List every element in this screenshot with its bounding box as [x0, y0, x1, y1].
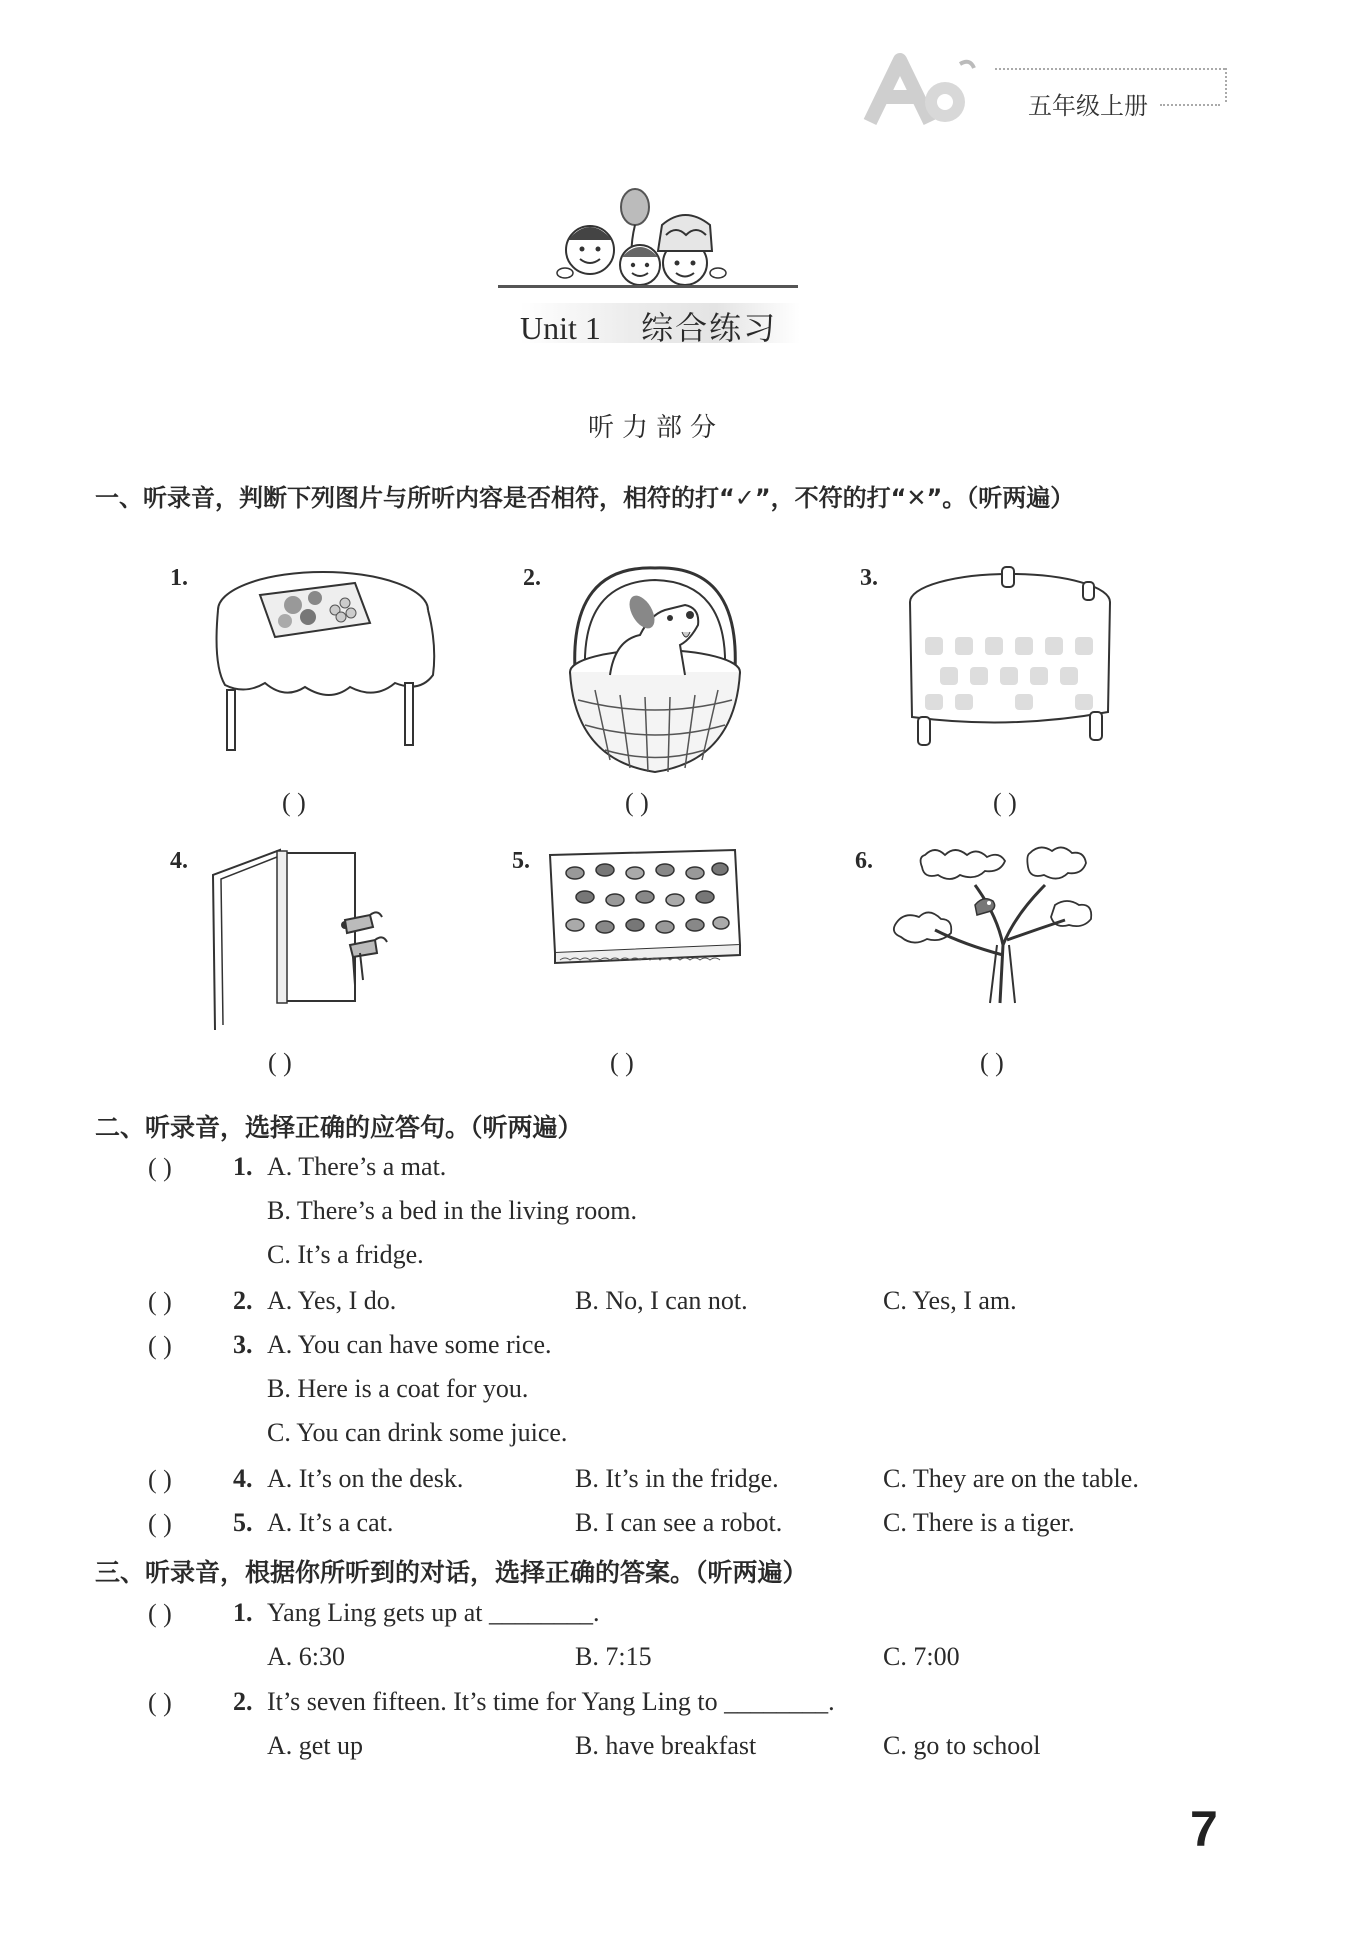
header-dashed-right	[1225, 68, 1227, 102]
item-6-number: 6.	[855, 848, 873, 874]
s3-q1-option-a: A. 6:30	[267, 1642, 345, 1671]
answer-paren-2[interactable]: ( )	[625, 788, 649, 817]
item-1-number: 1.	[170, 565, 188, 591]
header-dashed-line	[995, 68, 1225, 70]
unit-label: Unit 1	[520, 310, 601, 346]
s3-q2-option-a: A. get up	[267, 1731, 364, 1760]
puppy-in-basket-icon	[550, 560, 760, 785]
item-4-number: 4.	[170, 848, 188, 874]
s2-q3-option-b: B. Here is a coat for you.	[267, 1374, 529, 1403]
s2-q1-number: 1.	[233, 1152, 253, 1181]
s2-q5-option-b: B. I can see a robot.	[575, 1508, 783, 1537]
s3-q1-number: 1.	[233, 1598, 253, 1627]
s3-q2-option-c: C. go to school	[883, 1731, 1041, 1760]
title-underline	[498, 285, 798, 288]
answer-paren-6[interactable]: ( )	[980, 1048, 1004, 1077]
s2-q5-option-c: C. There is a tiger.	[883, 1508, 1075, 1537]
s2-q1-paren[interactable]: ( )	[148, 1153, 172, 1182]
s2-q1-option-c: C. It’s a fridge.	[267, 1240, 424, 1269]
s2-q4-paren[interactable]: ( )	[148, 1465, 172, 1494]
unit-name: 综合练习	[641, 309, 778, 347]
item-3-number: 3.	[860, 565, 878, 591]
answer-paren-1[interactable]: ( )	[282, 788, 306, 817]
s2-q2-option-b: B. No, I can not.	[575, 1286, 748, 1315]
ab-logo-icon	[860, 52, 990, 132]
item-5-number: 5.	[512, 848, 530, 874]
bird-in-tree-icon	[885, 845, 1125, 1005]
s2-q2-option-c: C. Yes, I am.	[883, 1286, 1017, 1315]
s2-q2-option-a: A. Yes, I do.	[267, 1286, 397, 1315]
title-block	[480, 185, 810, 355]
header	[860, 52, 1240, 132]
s2-q4-option-a: A. It’s on the desk.	[267, 1464, 464, 1493]
s2-q5-paren[interactable]: ( )	[148, 1509, 172, 1538]
page-title	[520, 303, 777, 349]
s2-q4-number: 4.	[233, 1464, 253, 1493]
s2-q3-number: 3.	[233, 1330, 253, 1359]
s2-q3-option-a: A. You can have some rice.	[267, 1330, 552, 1359]
section2-instruction: 二、听录音，选择正确的应答句。（听两遍）	[95, 1113, 583, 1142]
s3-q2-number: 2.	[233, 1687, 253, 1716]
answer-paren-3[interactable]: ( )	[993, 788, 1017, 817]
s2-q4-option-c: C. They are on the table.	[883, 1464, 1139, 1493]
item-2-number: 2.	[523, 565, 541, 591]
s2-q3-paren[interactable]: ( )	[148, 1331, 172, 1360]
table-with-cloth-icon	[890, 562, 1130, 752]
s3-q2-option-b: B. have breakfast	[575, 1731, 757, 1760]
door-with-umbrellas-icon	[205, 845, 415, 1035]
s2-q4-option-b: B. It’s in the fridge.	[575, 1464, 779, 1493]
s3-q1-option-b: B. 7:15	[575, 1642, 652, 1671]
section1-instruction: 一、听录音，判断下列图片与所听内容是否相符，相符的打“✓”，不符的打“✕”。（听两遍）	[95, 484, 1075, 512]
s2-q2-number: 2.	[233, 1286, 253, 1315]
s2-q1-option-b: B. There’s a bed in the living room.	[267, 1196, 637, 1225]
s2-q5-option-a: A. It’s a cat.	[267, 1508, 394, 1537]
s2-q2-paren[interactable]: ( )	[148, 1287, 172, 1316]
answer-paren-4[interactable]: ( )	[268, 1048, 292, 1077]
s3-q1-paren[interactable]: ( )	[148, 1599, 172, 1628]
s2-q1-option-a: A. There’s a mat.	[267, 1152, 447, 1181]
section3-instruction: 三、听录音，根据你所听到的对话，选择正确的答案。（听两遍）	[95, 1558, 808, 1587]
s2-q3-option-c: C. You can drink some juice.	[267, 1418, 568, 1447]
box-of-sweets-icon	[545, 845, 745, 975]
header-dots	[1160, 104, 1220, 106]
s3-q1-option-c: C. 7:00	[883, 1642, 960, 1671]
s3-q2-stem: It’s seven fifteen. It’s time for Yang Ling to ________.	[267, 1687, 835, 1716]
round-table-with-food-icon	[205, 565, 445, 755]
s3-q1-stem: Yang Ling gets up at ________.	[267, 1598, 600, 1627]
s2-q5-number: 5.	[233, 1508, 253, 1537]
s3-q2-paren[interactable]: ( )	[148, 1688, 172, 1717]
grade-label: 五年级上册	[1028, 92, 1148, 120]
children-icon	[540, 185, 740, 300]
page-number: 7	[1190, 1801, 1218, 1857]
part-title: 听力部分	[588, 413, 725, 443]
answer-paren-5[interactable]: ( )	[610, 1048, 634, 1077]
